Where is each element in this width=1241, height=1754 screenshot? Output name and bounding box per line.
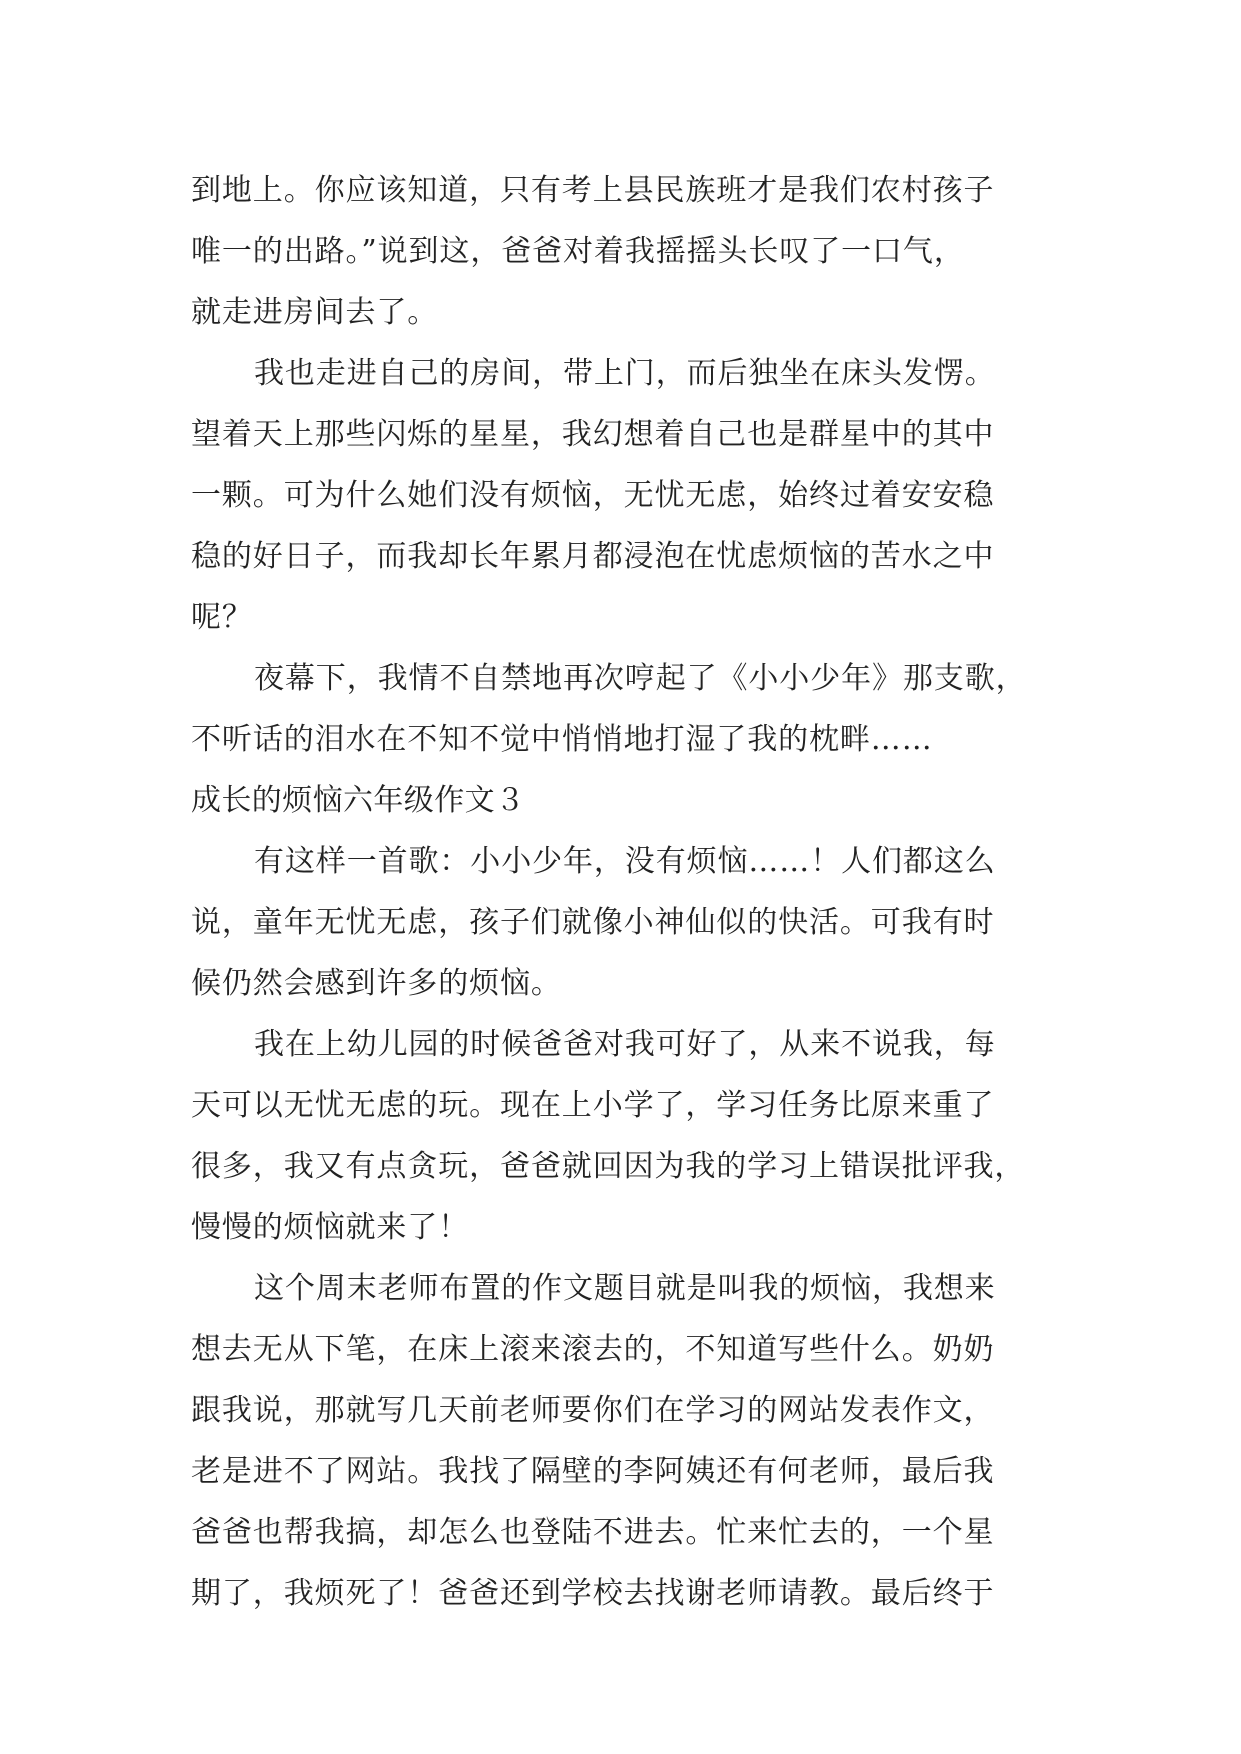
paragraph <box>191 648 1061 770</box>
text-line: 夜幕下，我情不自禁地再次哼起了《小小少年》那支歌， <box>254 661 1027 696</box>
paragraph <box>191 160 1061 343</box>
paragraph <box>191 831 1061 1014</box>
text-line: 我在上幼儿园的时候爸爸对我可好了，从来不说我，每 <box>254 1027 996 1062</box>
text-line: 这个周末老师布置的作文题目就是叫我的烦恼，我想来 <box>254 1271 996 1306</box>
paragraph <box>191 1014 1061 1258</box>
text-line: 呢？ <box>191 600 253 635</box>
text-line: 天可以无忧无虑的玩。现在上小学了，学习任务比原来重了 <box>191 1088 995 1123</box>
text-line: 说，童年无忧无虑，孩子们就像小神仙似的快活。可我有时 <box>191 905 995 940</box>
document-body <box>191 160 1061 1624</box>
text-line: 候仍然会感到许多的烦恼。 <box>191 966 562 1001</box>
text-line: 到地上。你应该知道，只有考上县民族班才是我们农村孩子 <box>191 173 995 208</box>
text-line: 很多，我又有点贪玩，爸爸就回因为我的学习上错误批评我， <box>191 1149 1026 1184</box>
text-line: 望着天上那些闪烁的星星，我幻想着自己也是群星中的其中 <box>191 417 995 452</box>
text-line: 不听话的泪水在不知不觉中悄悄地打湿了我的枕畔…… <box>191 722 933 757</box>
text-line: 老是进不了网站。我找了隔壁的李阿姨还有何老师，最后我 <box>191 1454 995 1489</box>
heading-text: 成长的烦恼六年级作文３ <box>191 783 526 818</box>
text-line: 跟我说，那就写几天前老师要你们在学习的网站发表作文， <box>191 1393 995 1428</box>
section-heading <box>191 770 1061 831</box>
text-line: 期了，我烦死了！爸爸还到学校去找谢老师请教。最后终于 <box>191 1576 995 1611</box>
text-line: 有这样一首歌：小小少年，没有烦恼……！人们都这么 <box>254 844 996 879</box>
text-line: 一颗。可为什么她们没有烦恼，无忧无虑，始终过着安安稳 <box>191 478 995 513</box>
paragraph <box>191 343 1061 648</box>
text-line: 慢慢的烦恼就来了！ <box>191 1210 470 1245</box>
text-line: 爸爸也帮我搞，却怎么也登陆不进去。忙来忙去的，一个星 <box>191 1515 995 1550</box>
text-line: 我也走进自己的房间，带上门，而后独坐在床头发愣。 <box>254 356 996 391</box>
text-line: 稳的好日子，而我却长年累月都浸泡在忧虑烦恼的苦水之中 <box>191 539 995 574</box>
text-line: 唯一的出路。”说到这，爸爸对着我摇摇头长叹了一口气， <box>191 234 965 269</box>
paragraph <box>191 1258 1061 1624</box>
text-line: 就走进房间去了。 <box>191 295 439 330</box>
text-line: 想去无从下笔，在床上滚来滚去的，不知道写些什么。奶奶 <box>191 1332 995 1367</box>
